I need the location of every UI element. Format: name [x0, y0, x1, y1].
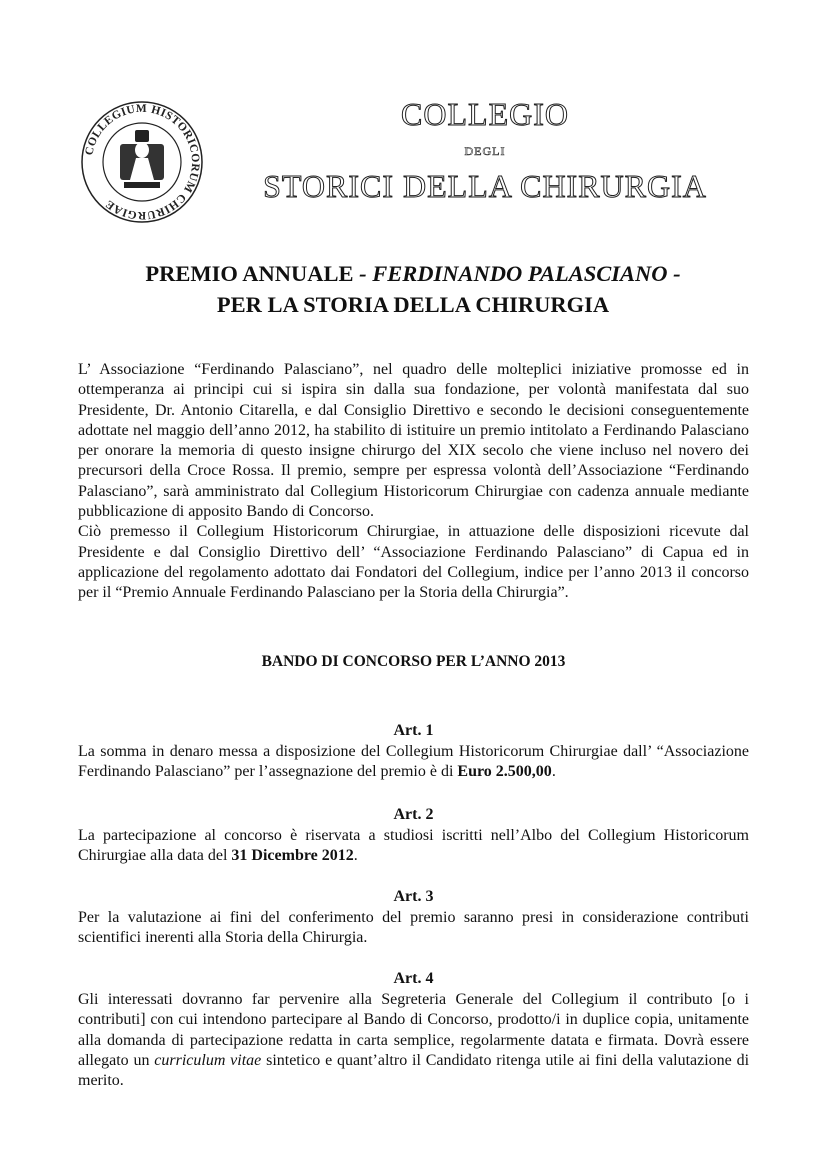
article-2-heading: Art. 2	[393, 806, 434, 823]
article-2-text	[78, 826, 749, 867]
article-1-text	[78, 742, 749, 783]
intro-paragraph-2: Ciò premesso il Collegium Historicorum Chirurgiae, in attuazione delle disposizioni ricevute dal Presidente e dal Consiglio Direttivo dell’ “Associazione Ferdinando Palasciano” di Capua ed in applicazione del regolamento adottato dai Fondatori del Collegium, indice per l’anno 2013 il concorso per il “Premio Annuale Ferdinando Palasciano per la Storia della Chirurgia”.	[78, 523, 749, 602]
article-3-heading: Art. 3	[393, 888, 434, 905]
article-4-heading: Art. 4	[393, 970, 434, 987]
title-line-1-part-a: PREMIO ANNUALE	[145, 261, 360, 286]
article-1-amount: Euro 2.500,00	[457, 763, 552, 781]
article-1-heading: Art. 1	[393, 722, 434, 739]
svg-text:COLLEGIUM HISTORICORUM CHIRURG: COLLEGIUM HISTORICORUM CHIRURGIAE	[83, 102, 202, 222]
article-4-text-b: sintetico e quant’altro il Candidato ritenga utile ai fini della valutazione di merito.	[78, 1051, 750, 1090]
article-3	[78, 886, 749, 949]
title-line-2: PER LA STORIA DELLA CHIRURGIA	[216, 292, 610, 317]
article-4-curriculum: curriculum vitae	[154, 1051, 262, 1069]
article-1-text-b: .	[551, 763, 556, 781]
intro-section	[78, 360, 749, 604]
college-line-1: COLLEGIO	[401, 96, 569, 132]
college-line-3: STORICI DELLA CHIRURGIA	[263, 168, 707, 204]
document-title	[70, 258, 756, 320]
article-2	[78, 804, 749, 867]
college-line-2: DEGLI	[464, 144, 506, 158]
article-2-text-b: .	[353, 847, 358, 865]
article-2-date: 31 Dicembre 2012	[231, 847, 354, 865]
title-line-1	[70, 258, 756, 289]
article-4-text-a: Gli interessati dovranno far pervenire alla Segreteria Generale del Collegium il contributo [o i contributi] con cui intendono partecipare al Bando di Concorso, prodotto/i in duplice copia, unitamente alla domanda di partecipazione redatta in carta semplice, regolarmente datata e firmata. Dovrà essere allegato un	[78, 991, 749, 1069]
bando-heading: BANDO DI CONCORSO PER L’ANNO 2013	[261, 653, 566, 670]
article-1-text-a: La somma in denaro messa a disposizione del Collegium Historicorum Chirurgiae dall’ “Associazione Ferdinando Palasciano” per l’assegnazione del premio è di	[78, 743, 749, 781]
article-4-text	[78, 990, 749, 1091]
title-line-1-part-b: - FERDINANDO PALASCIANO -	[359, 261, 681, 286]
article-2-text-a: La partecipazione al concorso è riservata a studiosi iscritti nell’Albo del Collegium Historicorum Chirurgiae alla data del	[78, 827, 749, 865]
collegium-seal-logo	[80, 100, 204, 224]
article-1	[78, 720, 749, 783]
article-3-text: Per la valutazione ai fini del conferimento del premio saranno presi in considerazione contributi scientifici inerenti alla Storia della Chirurgia.	[78, 909, 749, 947]
intro-paragraph-1: L’ Associazione “Ferdinando Palasciano”, nel quadro delle molteplici iniziative promosse ed in ottemperanza ai principi cui si ispira sin dalla sua fondazione, per volontà manifestata dal suo Presidente, Dr. Antonio Citarella, e dal Consiglio Direttivo e secondo le decisioni conseguentemente adottate nel maggio dell’anno 2012, ha stabilito di istituire un premio intitolato a Ferdinando Palasciano per onorare la memoria di questo insigne chirurgo del XIX secolo che viene incluso nel novero dei precursori della Croce Rossa. Il premio, sempre per espressa volontà dell’Associazione “Ferdinando Palasciano”, sarà amministrato dal Collegium Historicorum Chirurgiae con cadenza annuale mediante pubblicazione di apposito Bando di Concorso.	[78, 361, 749, 521]
article-4	[78, 968, 749, 1091]
college-heading	[230, 96, 740, 204]
